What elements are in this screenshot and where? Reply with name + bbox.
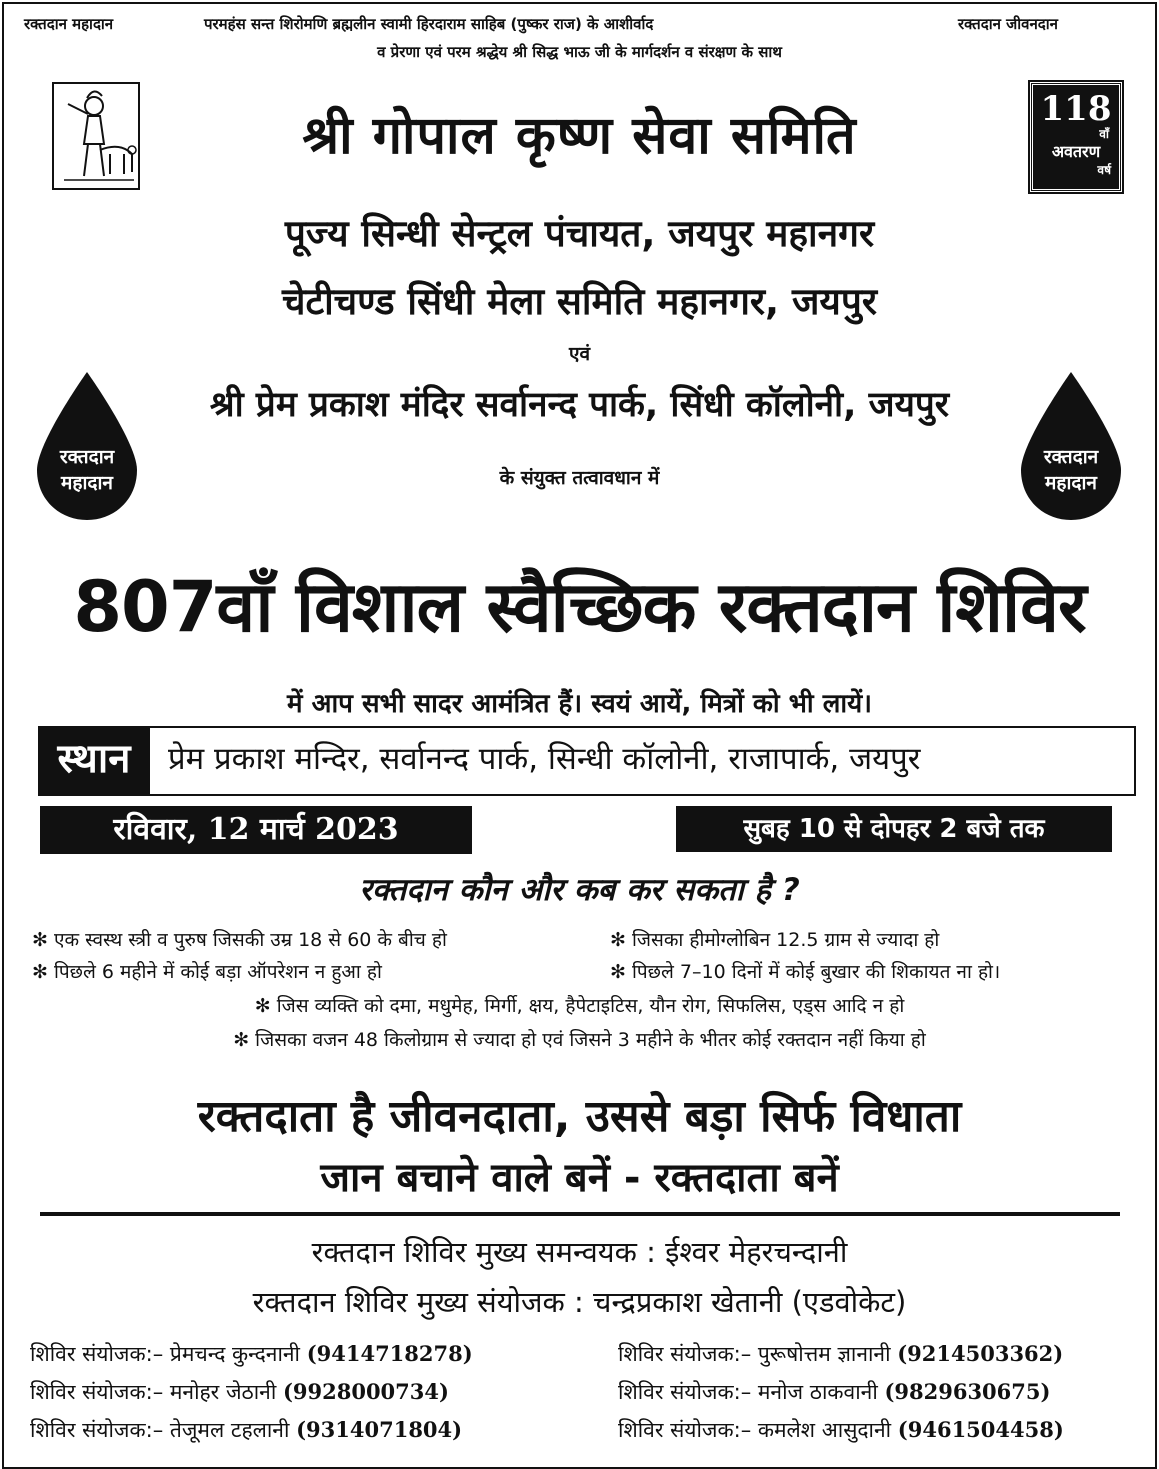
header-right-tag: रक्तदान जीवनदान bbox=[958, 15, 1058, 33]
convenor-label: शिविर संयोजक:– तेजूमल टहलानी bbox=[30, 1418, 290, 1442]
joint-auspices: के संयुक्त तत्वावधान में bbox=[499, 467, 660, 489]
slogan-2: जान बचाने वाले बनें - रक्तदाता बनें bbox=[320, 1155, 839, 1201]
convenor-phone: (9414718278) bbox=[306, 1341, 473, 1366]
event-title: 807वाँ विशाल स्वैच्छिक रक्तदान शिविर bbox=[73, 566, 1086, 648]
convenor-phone: (9461504458) bbox=[897, 1417, 1064, 1442]
criterion-fever: ✻ पिछले 7–10 दिनों में कोई बुखार की शिकायत ना हो। bbox=[610, 961, 1001, 983]
convenor-4 bbox=[618, 1378, 1050, 1406]
convenor-phone: (9214503362) bbox=[897, 1341, 1064, 1366]
blood-drop-right bbox=[1016, 372, 1126, 526]
conjunction: एवं bbox=[568, 343, 591, 365]
blessing-line-1: परमहंस सन्त शिरोमणि ब्रह्मलीन स्वामी हिरदाराम साहिब (पुष्कर राज) के आशीर्वाद bbox=[204, 15, 654, 33]
drop-left-text bbox=[32, 444, 142, 496]
blood-drop-left bbox=[32, 372, 142, 526]
convenor-3 bbox=[30, 1378, 449, 1406]
venue-label: स्थान bbox=[38, 726, 150, 796]
convenor-label: शिविर संयोजक:– मनोज ठाकवानी bbox=[618, 1380, 878, 1404]
convenor-label: शिविर संयोजक:– मनोहर जेठानी bbox=[30, 1380, 277, 1404]
venue-address: प्रेम प्रकाश मन्दिर, सर्वानन्द पार्क, सिन्धी कॉलोनी, राजापार्क, जयपुर bbox=[168, 741, 921, 777]
convenor-1 bbox=[30, 1340, 473, 1368]
convenor-label: शिविर संयोजक:– कमलेश आसुदानी bbox=[618, 1418, 892, 1442]
criterion-weight: ✻ जिसका वजन 48 किलोग्राम से ज्यादा हो एवं जिसने 3 महीने के भीतर कोई रक्तदान नहीं किया हो bbox=[233, 1029, 926, 1051]
convenor-2 bbox=[618, 1340, 1063, 1368]
divider bbox=[40, 1212, 1120, 1216]
criterion-operation: ✻ पिछले 6 महीने में कोई बड़ा ऑपरेशन न हुआ हो bbox=[32, 961, 382, 983]
chief-convenor: रक्तदान शिविर मुख्य संयोजक : चन्द्रप्रकाश खेतानी (एडवोकेट) bbox=[252, 1285, 907, 1319]
event-time: सुबह 10 से दोपहर 2 बजे तक bbox=[676, 806, 1112, 852]
drop-left-line2: महादान bbox=[61, 472, 113, 494]
blessing-line-2: व प्रेरणा एवं परम श्रद्धेय श्री सिद्ध भाऊ जी के मार्गदर्शन व संरक्षण के साथ bbox=[377, 43, 782, 61]
slogan-1: रक्तदाता है जीवनदाता, उससे बड़ा सिर्फ विधाता bbox=[197, 1091, 962, 1142]
invitation-line: में आप सभी सादर आमंत्रित हैं। स्वयं आयें, मित्रों को भी लायें। bbox=[286, 689, 873, 719]
drop-left-line1: रक्तदान bbox=[59, 446, 115, 468]
eligibility-heading: रक्तदान कौन और कब कर सकता है ? bbox=[359, 872, 800, 908]
badge-number: 118 bbox=[1040, 89, 1112, 129]
convenor-label: शिविर संयोजक:– प्रेमचन्द कुन्दनानी bbox=[30, 1342, 300, 1366]
badge-text-1: अवतरण bbox=[1051, 142, 1101, 161]
drop-right-line2: महादान bbox=[1045, 472, 1097, 494]
convenor-5 bbox=[30, 1416, 462, 1444]
criterion-diseases: ✻ जिस व्यक्ति को दमा, मधुमेह, मिर्गी, क्षय, हैपेटाइटिस, यौन रोग, सिफलिस, एड्स आदि न हो bbox=[254, 995, 905, 1017]
badge-suffix: वाँ bbox=[1099, 127, 1109, 141]
main-organizer: श्री गोपाल कृष्ण सेवा समिति bbox=[302, 106, 857, 166]
convenor-phone: (9829630675) bbox=[884, 1379, 1051, 1404]
event-date: रविवार, 12 मार्च 2023 bbox=[40, 806, 472, 854]
header-left-tag: रक्तदान महादान bbox=[24, 15, 114, 33]
convenor-label: शिविर संयोजक:– पुरूषोत्तम ज्ञानानी bbox=[618, 1342, 891, 1366]
convenor-phone: (9928000734) bbox=[282, 1379, 449, 1404]
criterion-age: ✻ एक स्वस्थ स्त्री व पुरुष जिसकी उम्र 18 से 60 के बीच हो bbox=[32, 929, 447, 951]
badge-text-2: वर्ष bbox=[1097, 163, 1111, 177]
organizer-3: चेटीचण्ड सिंधी मेला समिति महानगर, जयपुर bbox=[281, 280, 878, 323]
drop-right-text bbox=[1016, 444, 1126, 496]
organizer-2: पूज्य सिन्धी सेन्ट्रल पंचायत, जयपुर महानगर bbox=[284, 212, 875, 255]
convenor-6 bbox=[618, 1416, 1064, 1444]
convenor-phone: (9314071804) bbox=[296, 1417, 463, 1442]
criterion-hemoglobin: ✻ जिसका हीमोग्लोबिन 12.5 ग्राम से ज्यादा हो bbox=[610, 929, 940, 951]
drop-right-line1: रक्तदान bbox=[1043, 446, 1099, 468]
chief-coordinator: रक्तदान शिविर मुख्य समन्वयक : ईश्वर मेहरचन्दानी bbox=[311, 1235, 848, 1269]
organizer-4: श्री प्रेम प्रकाश मंदिर सर्वानन्द पार्क, सिंधी कॉलोनी, जयपुर bbox=[209, 385, 950, 425]
